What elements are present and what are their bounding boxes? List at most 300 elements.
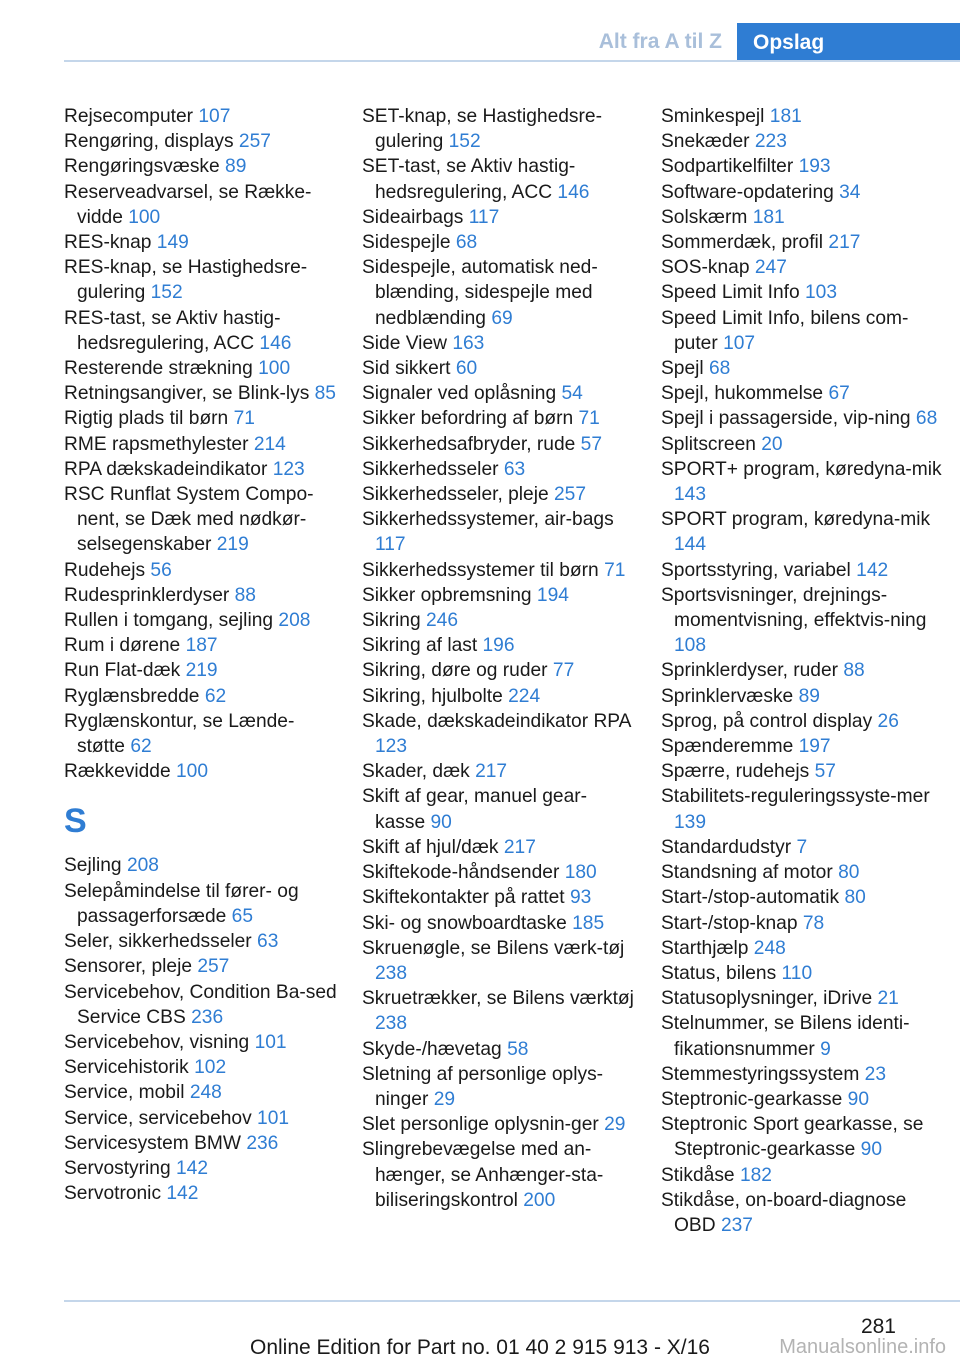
index-entry-term: Sensorer, pleje <box>64 956 192 978</box>
index-entry-term: Software-opdatering <box>661 181 834 203</box>
index-entry-term: Sprinklerdyser, ruder <box>661 660 839 682</box>
index-page-link[interactable]: 149 <box>156 232 189 254</box>
index-page-link[interactable]: 224 <box>508 685 541 707</box>
index-entry <box>661 558 951 583</box>
index-entry-term: Sikring, hjulbolte <box>362 685 503 707</box>
index-page-link[interactable]: 180 <box>564 862 597 884</box>
index-entry <box>661 381 951 406</box>
index-entry <box>64 608 339 633</box>
index-page-link[interactable]: 163 <box>452 332 485 354</box>
index-page-link[interactable]: 187 <box>185 635 218 657</box>
index-entry-term: SET-knap, se Hastighedsre-gulering <box>362 106 602 153</box>
index-page-link[interactable]: 90 <box>430 811 452 833</box>
index-entry-term: SPORT program, køredyna-mik <box>661 509 931 531</box>
index-entry <box>362 356 637 381</box>
index-page-link[interactable]: 117 <box>375 534 406 556</box>
index-entry-term: Rengøring, displays <box>64 131 234 153</box>
index-entry-term: RPA dækskadeindikator <box>64 458 268 480</box>
index-entry <box>661 1112 951 1162</box>
index-entry <box>64 658 339 683</box>
index-entry <box>64 709 339 759</box>
index-page-link[interactable]: 21 <box>877 988 899 1010</box>
index-entry <box>362 406 637 431</box>
index-page-link[interactable]: 143 <box>674 484 707 506</box>
index-entry-term: Side View <box>362 332 447 354</box>
index-entry <box>362 1062 637 1112</box>
index-entry-term: Status, bilens <box>661 962 777 984</box>
index-page-link[interactable]: 26 <box>877 710 899 732</box>
index-page-link[interactable]: 142 <box>856 559 889 581</box>
index-entry <box>661 1011 951 1061</box>
index-entry-term: Stemmestyringssystem <box>661 1063 860 1085</box>
index-entry <box>661 1087 951 1112</box>
index-entry-term: Speed Limit Info, bilens com-puter <box>661 307 909 354</box>
index-page-link[interactable]: 88 <box>843 660 865 682</box>
index-entry <box>64 432 339 457</box>
index-page-link[interactable]: 101 <box>254 1031 287 1053</box>
index-page-link[interactable]: 185 <box>572 912 605 934</box>
index-entry <box>64 230 339 255</box>
index-page-link[interactable]: 246 <box>426 610 459 632</box>
index-entry <box>661 104 951 129</box>
index-entry-term: Skruenøgle, se Bilens værk-tøj <box>362 937 625 959</box>
index-page-link[interactable]: 71 <box>233 408 255 430</box>
index-entry-term: Sommerdæk, profil <box>661 232 824 254</box>
index-entry <box>362 255 637 331</box>
index-page-link[interactable]: 68 <box>915 408 938 430</box>
index-entry-term: Resterende strækning <box>64 358 253 380</box>
watermark: Manualsonline.info <box>779 1336 946 1358</box>
index-entry <box>661 835 951 860</box>
index-page-link[interactable]: 9 <box>820 1038 831 1060</box>
edition-note: Online Edition for Part no. 01 40 2 915 913 - X/16 <box>250 1336 710 1359</box>
index-entry <box>64 929 339 954</box>
index-page-link[interactable]: 248 <box>753 937 786 959</box>
index-page-link[interactable]: 217 <box>828 232 861 254</box>
index-entry-term: Spejl, hukommelse <box>661 383 824 405</box>
index-entry <box>64 255 339 305</box>
index-entry-term: Standardudstyr <box>661 836 792 858</box>
index-entry <box>64 180 339 230</box>
index-entry <box>64 1181 339 1206</box>
index-page-link[interactable]: 56 <box>150 559 172 581</box>
index-entry <box>362 784 637 834</box>
index-entry-term: Skruetrækker, se Bilens værktøj <box>362 988 634 1010</box>
index-entry-term: Skiftekontakter på rattet <box>362 887 565 909</box>
index-entry <box>661 911 951 936</box>
page-number: 281 <box>860 1315 896 1338</box>
index-entry <box>64 879 339 929</box>
index-entry <box>661 658 951 683</box>
index-entry <box>661 734 951 759</box>
index-page-link[interactable]: 237 <box>720 1214 753 1236</box>
index-page-link[interactable]: 69 <box>491 307 513 329</box>
index-entry-term: Stelnummer, se Bilens identi-fikationsnummer <box>661 1013 910 1060</box>
index-entry-term: Slingrebevægelse med an-hænger, se Anhænger-sta-biliseringskontrol <box>362 1139 604 1211</box>
index-page-link[interactable]: 20 <box>761 433 783 455</box>
index-entry <box>362 633 637 658</box>
index-entry-term: Rullen i tomgang, sejling <box>64 610 274 632</box>
index-entry <box>661 356 951 381</box>
index-entry <box>661 205 951 230</box>
index-page-link[interactable]: 62 <box>204 685 227 707</box>
index-entry-term: Statusoplysninger, iDrive <box>661 988 873 1010</box>
index-page-link[interactable]: 214 <box>253 433 286 455</box>
index-page-link[interactable]: 23 <box>864 1063 886 1085</box>
index-entry-term: Splitscreen <box>661 433 756 455</box>
index-entry-term: Sikkerhedssystemer, air-bags <box>362 509 614 531</box>
index-entry <box>661 709 951 734</box>
index-entry-term: Signaler ved oplåsning <box>362 383 557 405</box>
index-page-link[interactable]: 139 <box>674 811 707 833</box>
index-entry-term: Stabilitets-reguleringssyste-mer <box>661 786 930 808</box>
index-page-link[interactable]: 89 <box>798 685 820 707</box>
index-entry <box>362 860 637 885</box>
index-page-link[interactable]: 34 <box>839 181 861 203</box>
index-entry-term: Sminkespejl <box>661 106 765 127</box>
index-entry <box>64 684 339 709</box>
index-entry <box>661 885 951 910</box>
index-entry <box>362 154 637 204</box>
index-page-link[interactable]: 208 <box>278 610 311 632</box>
index-entry-term: Rudehejs <box>64 559 146 581</box>
index-page-link[interactable]: 29 <box>604 1114 626 1136</box>
index-entry-term: Sideairbags <box>362 206 464 228</box>
index-entry-term: Sejling <box>64 855 122 877</box>
index-entry <box>64 104 339 129</box>
index-page-link[interactable]: 200 <box>523 1189 556 1211</box>
index-page-link[interactable]: 236 <box>191 1006 224 1028</box>
index-entry <box>64 954 339 979</box>
index-entry <box>661 1188 951 1238</box>
index-entry-term: Servicehistorik <box>64 1057 189 1079</box>
index-page-link[interactable]: 142 <box>166 1183 199 1205</box>
index-entry <box>661 432 951 457</box>
index-page-link[interactable]: 196 <box>482 635 515 657</box>
index-entry <box>362 432 637 457</box>
index-entry-term: SET-tast, se Aktiv hastig-hedsregulering, ACC <box>362 156 576 203</box>
index-entry <box>362 1137 637 1213</box>
index-entry <box>64 558 339 583</box>
index-page-link[interactable]: 142 <box>175 1157 208 1179</box>
index-page-link[interactable]: 85 <box>314 383 336 405</box>
index-entry-term: Skiftekode-håndsender <box>362 862 560 884</box>
index-entry <box>362 1037 637 1062</box>
index-page-link[interactable]: 117 <box>468 206 500 228</box>
section-tab[interactable]: Opslag <box>737 23 960 62</box>
index-page-link[interactable]: 67 <box>828 383 850 405</box>
index-entry-term: Sidespejle <box>362 232 451 254</box>
index-page-link[interactable]: 181 <box>769 106 802 127</box>
index-entry <box>362 684 637 709</box>
index-entry-term: SPORT+ program, køredyna-mik <box>661 458 942 480</box>
index-page-link[interactable]: 62 <box>130 736 152 758</box>
index-entry-term: Rengøringsvæske <box>64 156 220 178</box>
index-page-link[interactable]: 103 <box>805 282 838 304</box>
index-entry <box>362 911 637 936</box>
index-entry-term: Spejl i passagerside, vip-ning <box>661 408 911 430</box>
index-page-link[interactable]: 257 <box>238 131 271 153</box>
index-entry <box>362 835 637 860</box>
index-entry-term: Skader, dæk <box>362 761 470 783</box>
index-entry-term: Servotronic <box>64 1183 162 1205</box>
index-entry-term: Sikkerhedsseler, pleje <box>362 484 549 506</box>
index-entry <box>362 205 637 230</box>
index-column-3 <box>661 104 951 1238</box>
index-entry-term: Rum i dørene <box>64 635 181 657</box>
index-entry-term: Solskærm <box>661 206 748 228</box>
index-entry-term: Rigtig plads til børn <box>64 408 229 430</box>
index-page-link[interactable]: 217 <box>503 836 536 858</box>
index-page-link[interactable]: 93 <box>569 887 592 909</box>
index-entry <box>362 381 637 406</box>
index-section-letter: S <box>64 802 87 841</box>
index-page-link[interactable]: 194 <box>536 584 569 606</box>
header-rule <box>64 60 960 62</box>
index-page-link[interactable]: 123 <box>272 458 305 480</box>
index-entry-term: Ski- og snowboardtaske <box>362 912 567 934</box>
index-entry <box>64 482 339 558</box>
index-page-link[interactable]: 257 <box>554 484 587 506</box>
index-entry <box>362 759 637 784</box>
index-entry-term: Rudesprinklerdyser <box>64 584 230 606</box>
index-entry <box>661 457 951 507</box>
breadcrumb[interactable]: Alt fra A til Z <box>598 30 722 53</box>
index-page-link[interactable]: 63 <box>503 458 526 480</box>
index-page-link[interactable]: 71 <box>578 408 600 430</box>
index-page-link[interactable]: 107 <box>723 332 756 354</box>
index-entry <box>362 457 637 482</box>
index-entry-term: Service, servicebehov <box>64 1107 252 1129</box>
index-entry <box>362 1112 637 1137</box>
index-page-link[interactable]: 208 <box>126 855 159 877</box>
index-page-link[interactable]: 65 <box>231 905 254 927</box>
index-entry <box>64 1030 339 1055</box>
index-entry <box>661 230 951 255</box>
index-entry <box>661 129 951 154</box>
index-entry <box>661 759 951 784</box>
index-entry-term: Sikring <box>362 610 421 632</box>
index-page-link[interactable]: 197 <box>798 736 831 758</box>
index-page-link[interactable]: 152 <box>448 131 481 153</box>
index-entry-term: Stikdåse, on-board-diagnose OBD <box>661 1189 907 1236</box>
index-page-link[interactable]: 63 <box>257 931 279 953</box>
index-page-link[interactable]: 238 <box>375 962 408 984</box>
index-entry-term: Skift af hjul/dæk <box>362 836 499 858</box>
index-entry <box>64 457 339 482</box>
index-page-link[interactable]: 80 <box>844 887 866 909</box>
index-entry-term: Sprinklervæske <box>661 685 794 707</box>
index-entry-term: Servostyring <box>64 1157 171 1179</box>
index-entry <box>362 658 637 683</box>
index-entry <box>661 583 951 659</box>
index-entry <box>64 583 339 608</box>
index-entry <box>64 129 339 154</box>
index-page-link[interactable]: 236 <box>246 1132 279 1154</box>
index-entry <box>64 1156 339 1181</box>
index-entry <box>661 784 951 834</box>
index-page-link[interactable]: 219 <box>185 660 218 682</box>
footer-rule <box>64 1300 960 1302</box>
index-page-link[interactable]: 247 <box>754 257 787 279</box>
index-page-link[interactable]: 107 <box>198 106 231 127</box>
index-entry-term: Rækkevidde <box>64 761 171 783</box>
index-page-link[interactable]: 238 <box>375 1013 408 1035</box>
index-entry-term: SOS-knap <box>661 257 750 279</box>
index-entry-term: Ryglænskontur, se Lænde-støtte <box>64 710 295 758</box>
index-entry-term: Standsning af motor <box>661 862 833 884</box>
index-entry <box>64 1106 339 1131</box>
index-entry <box>64 1080 339 1105</box>
index-entry-term: Sid sikkert <box>362 358 451 380</box>
index-entry <box>362 104 637 154</box>
index-page-link[interactable]: 77 <box>552 660 575 682</box>
index-page-link[interactable]: 80 <box>838 862 860 884</box>
index-entry-term: Sletning af personlige oplys-ninger <box>362 1063 604 1110</box>
index-entry <box>64 1131 339 1156</box>
index-page-link[interactable]: 101 <box>257 1107 290 1129</box>
index-page-link[interactable]: 88 <box>234 584 256 606</box>
index-entry <box>64 356 339 381</box>
index-page-link[interactable]: 68 <box>455 232 478 254</box>
index-page-link[interactable]: 29 <box>433 1088 456 1110</box>
index-entry-term: Skade, dækskadeindikator RPA <box>362 710 631 732</box>
index-page-link[interactable]: 152 <box>150 282 183 304</box>
index-entry-term: RSC Runflat System Compo-nent, se Dæk med nødkør-selsegenskaber <box>64 484 314 556</box>
index-entry-term: Sportsvisninger, drejnings-momentvisning, effektvis-ning <box>661 584 927 632</box>
index-entry-term: Sikring, døre og ruder <box>362 660 548 682</box>
index-entry-term: Sikkerhedsseler <box>362 458 499 480</box>
index-entry-term: Sikkerhedsafbryder, rude <box>362 433 576 455</box>
index-page-link[interactable]: 123 <box>375 736 408 758</box>
index-entry-term: Sidespejle, automatisk ned-blænding, sidespejle med nedblænding <box>362 257 598 329</box>
index-entry-term: Start-/stop-knap <box>661 912 798 934</box>
index-entry-term: Sikkerhedssystemer til børn <box>362 559 599 581</box>
index-page-link[interactable]: 7 <box>796 836 808 858</box>
index-entry <box>661 936 951 961</box>
index-entry-term: Servicebehov, Condition Ba-sed Service CBS <box>64 981 337 1028</box>
index-entry <box>64 633 339 658</box>
index-entry-term: Seler, sikkerhedsseler <box>64 931 252 953</box>
index-entry-term: Sikring af last <box>362 635 478 657</box>
index-entry <box>661 154 951 179</box>
index-entry-term: Spærre, rudehejs <box>661 761 810 783</box>
index-entry-term: RES-tast, se Aktiv hastig-hedsregulering, ACC <box>64 307 281 354</box>
index-page-link[interactable]: 100 <box>258 358 291 380</box>
index-entry-term: Servicebehov, visning <box>64 1031 250 1053</box>
index-entry-term: Skyde-/hævetag <box>362 1038 502 1060</box>
index-page-link[interactable]: 90 <box>860 1139 882 1161</box>
index-page-link[interactable]: 54 <box>561 383 583 405</box>
index-entry <box>362 507 637 557</box>
index-page-link[interactable]: 57 <box>580 433 602 455</box>
index-entry-term: Slet personlige oplysnin-ger <box>362 1114 599 1136</box>
index-entry <box>661 1062 951 1087</box>
index-entry <box>362 331 637 356</box>
index-entry-term: Spænderemme <box>661 736 794 758</box>
index-page-link[interactable]: 248 <box>189 1082 222 1104</box>
index-entry <box>661 180 951 205</box>
index-entry-term: Run Flat-dæk <box>64 660 181 682</box>
index-entry-term: Start-/stop-automatik <box>661 887 840 909</box>
index-entry-term: Sportsstyring, variabel <box>661 559 851 581</box>
index-entry-term: Sikker befordring af børn <box>362 408 574 430</box>
index-page-link[interactable]: 108 <box>674 635 707 657</box>
index-page-link[interactable]: 219 <box>216 534 249 556</box>
index-entry-term: Service, mobil <box>64 1082 185 1104</box>
index-entry-term: Retningsangiver, se Blink-lys <box>64 383 310 405</box>
index-page-link[interactable]: 182 <box>739 1164 772 1186</box>
index-entry-term: Rejsecomputer <box>64 106 194 127</box>
index-page-link[interactable]: 60 <box>455 358 478 380</box>
index-entry <box>64 853 339 878</box>
index-entry <box>64 406 339 431</box>
index-entry-term: RME rapsmethylester <box>64 433 249 455</box>
index-page-link[interactable]: 110 <box>781 962 813 984</box>
index-entry <box>362 936 637 986</box>
index-page-link[interactable]: 193 <box>798 156 831 178</box>
index-entry <box>362 482 637 507</box>
index-page-link[interactable]: 223 <box>754 131 787 153</box>
index-entry <box>362 583 637 608</box>
index-entry-term: Sodpartikelfilter <box>661 156 794 178</box>
index-page-link[interactable]: 257 <box>197 956 230 978</box>
index-page-link[interactable]: 146 <box>259 332 292 354</box>
index-entry-term: Sprog, på control display <box>661 710 873 732</box>
index-page-link[interactable]: 144 <box>674 534 707 556</box>
index-page-link[interactable]: 89 <box>225 156 247 178</box>
index-column-1 <box>64 104 339 1206</box>
index-entry <box>362 558 637 583</box>
index-page-link[interactable]: 68 <box>709 358 731 380</box>
index-page-link[interactable]: 78 <box>802 912 825 934</box>
index-page-link[interactable]: 100 <box>176 761 209 783</box>
index-page-link[interactable]: 71 <box>604 559 626 581</box>
index-entry <box>661 860 951 885</box>
index-entry-term: Servicesystem BMW <box>64 1132 241 1154</box>
index-page-link[interactable]: 57 <box>814 761 836 783</box>
index-entry <box>64 154 339 179</box>
index-page-link[interactable]: 181 <box>752 206 785 228</box>
index-entry-term: Steptronic Sport gearkasse, se Steptronic-gearkasse <box>661 1114 924 1161</box>
index-entry <box>362 885 637 910</box>
index-page-link[interactable]: 146 <box>557 181 590 203</box>
index-entry <box>64 1055 339 1080</box>
index-page-link[interactable]: 217 <box>475 761 508 783</box>
index-entry-term: Spejl <box>661 358 704 380</box>
index-entry <box>661 961 951 986</box>
index-entry <box>64 306 339 356</box>
index-page-link[interactable]: 102 <box>194 1057 227 1079</box>
index-entry-term: Starthjælp <box>661 937 749 959</box>
index-entry <box>661 507 951 557</box>
index-page-link[interactable]: 58 <box>507 1038 529 1060</box>
index-entry-term: Steptronic-gearkasse <box>661 1088 843 1110</box>
page-header <box>0 0 960 62</box>
index-entry-term: RES-knap <box>64 232 152 254</box>
index-entry <box>64 980 339 1030</box>
index-entry <box>661 684 951 709</box>
index-page-link[interactable]: 100 <box>128 206 161 228</box>
index-entry <box>661 1163 951 1188</box>
index-entry-term: Ryglænsbredde <box>64 685 200 707</box>
index-entry <box>661 406 951 431</box>
index-entry <box>362 608 637 633</box>
index-entry <box>362 709 637 759</box>
index-entry <box>362 230 637 255</box>
index-entry-term: Reserveadvarsel, se Række-vidde <box>64 181 312 228</box>
index-page-link[interactable]: 90 <box>847 1088 869 1110</box>
